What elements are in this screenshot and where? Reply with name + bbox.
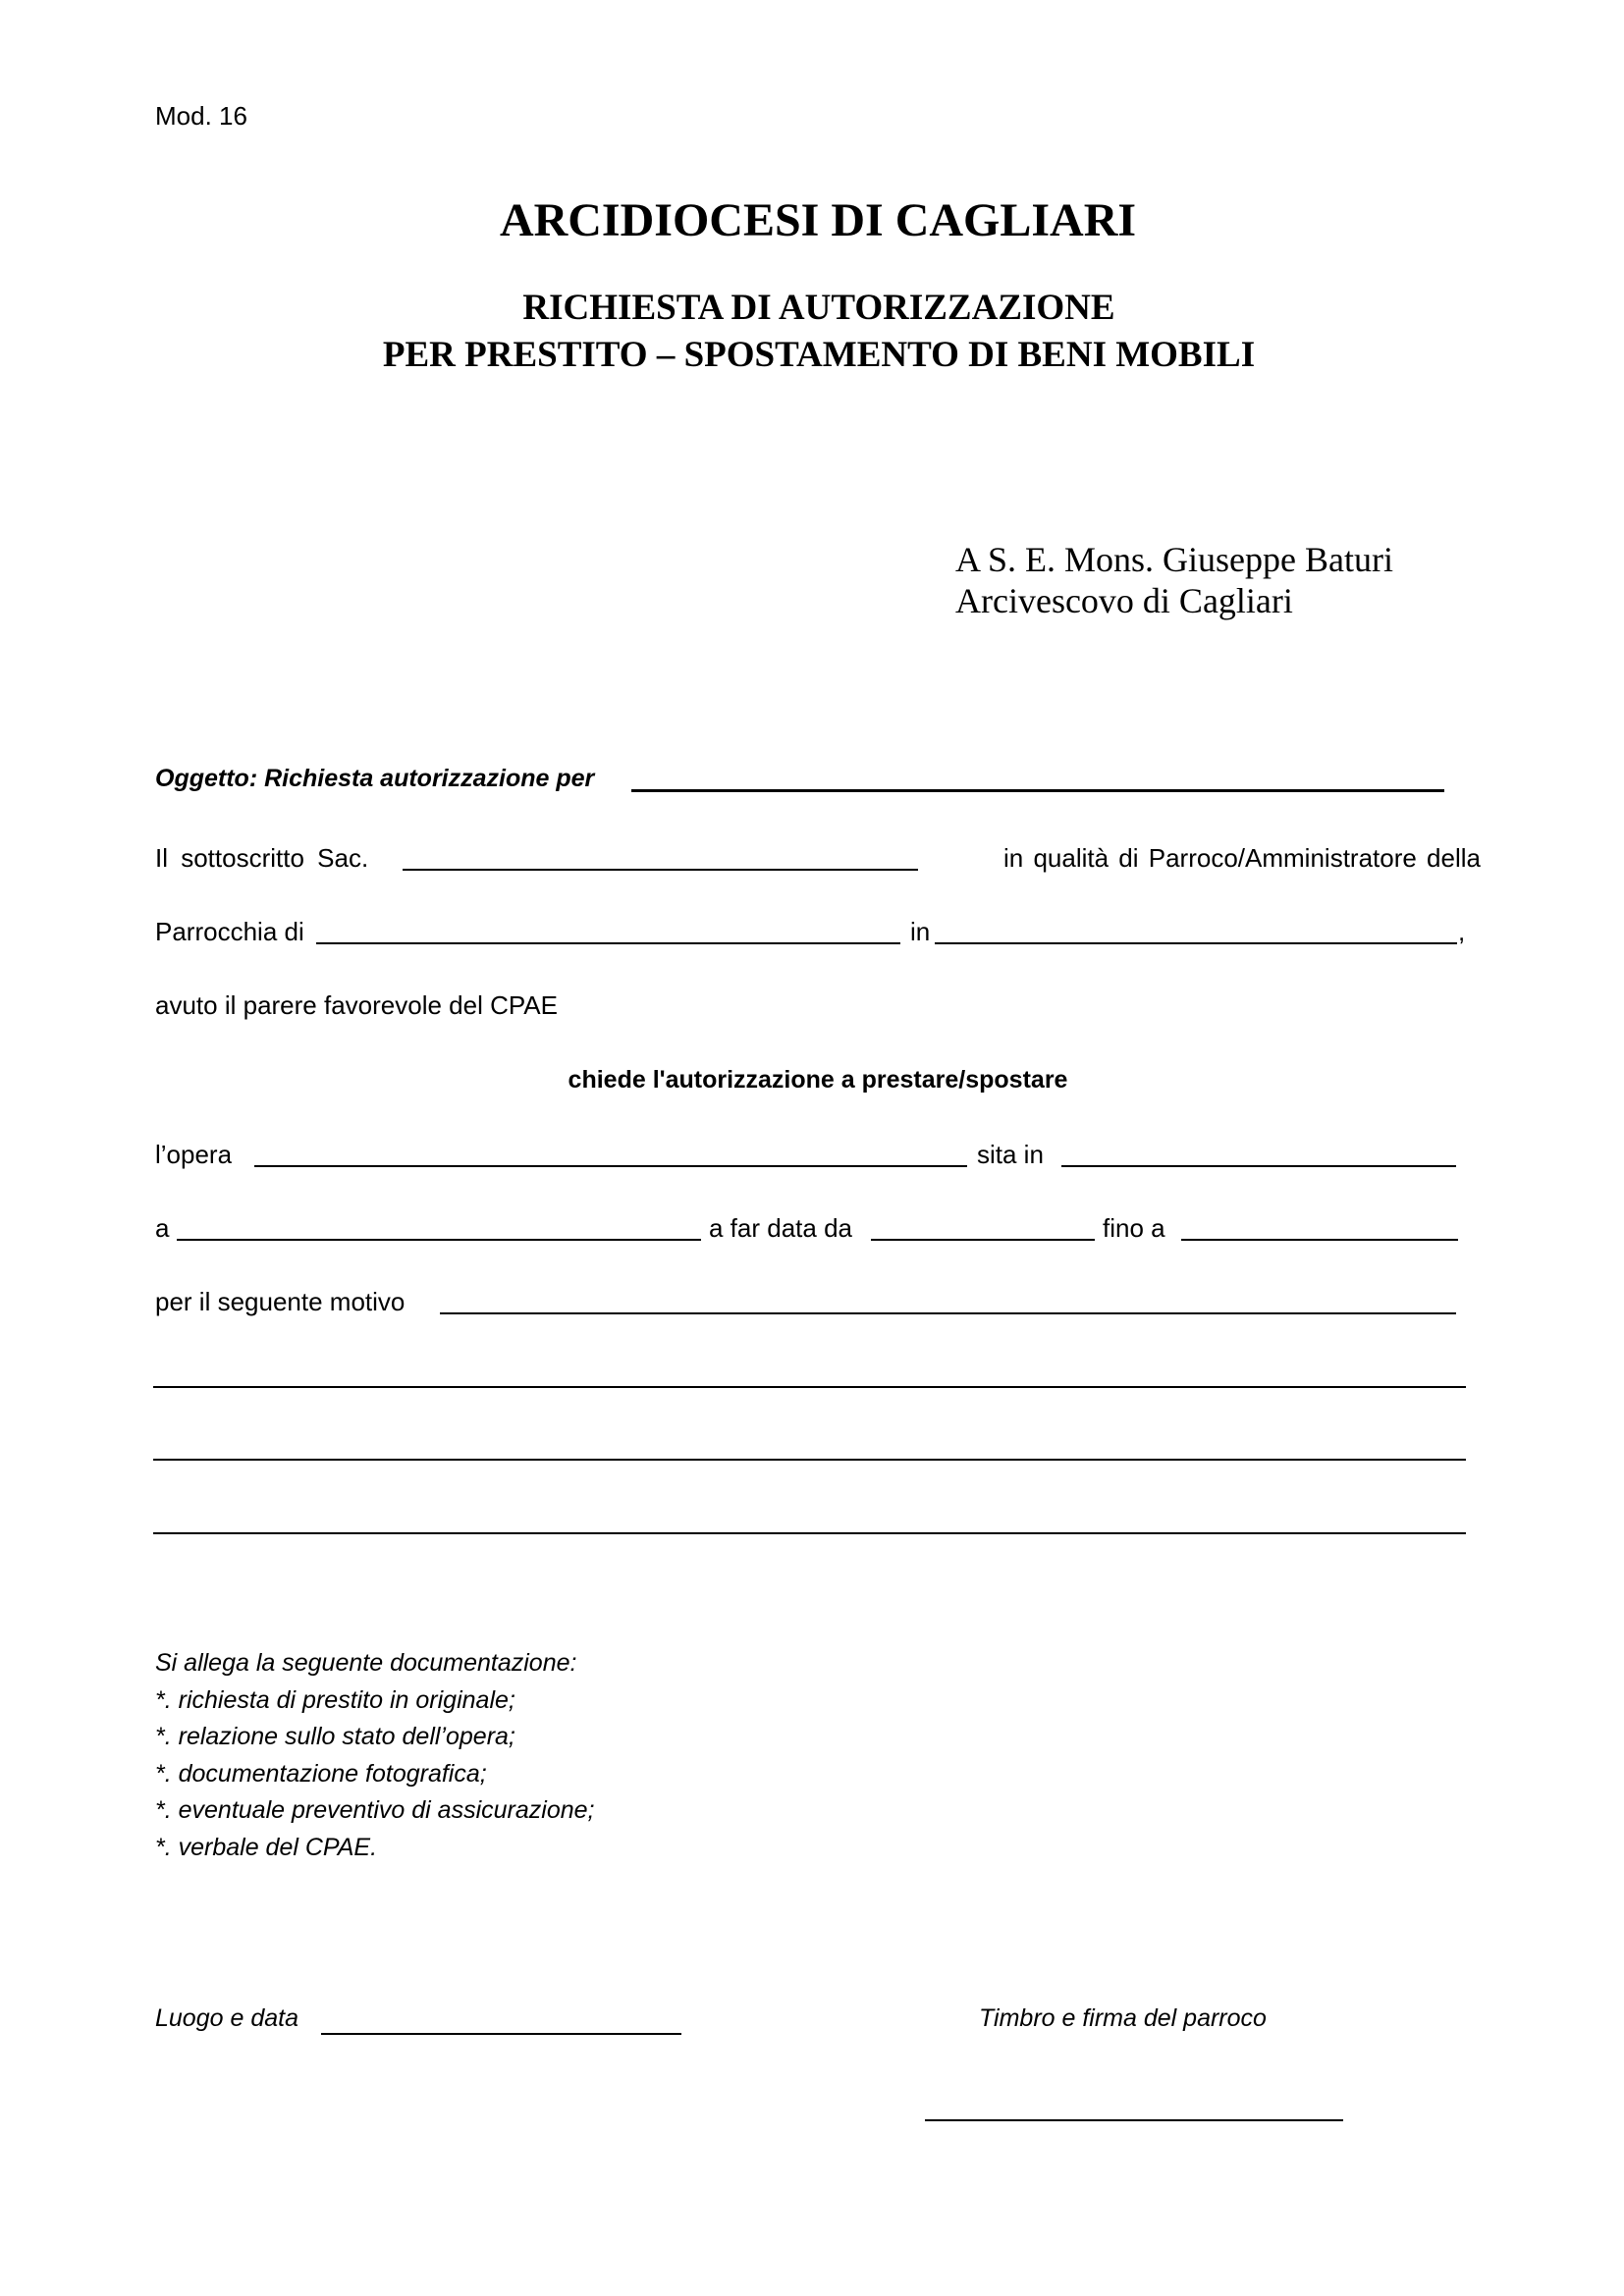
attachments-intro: Si allega la seguente documentazione: [155, 1649, 577, 1677]
reason-extra-line-2[interactable] [153, 1439, 1466, 1461]
reason-label: per il seguente motivo [155, 1287, 406, 1316]
parish-label: Parrocchia di [155, 917, 304, 946]
role-text: in qualità di Parroco/Amministratore della [1003, 843, 1481, 873]
from-date-field[interactable] [871, 1219, 1095, 1241]
organization-title: ARCIDIOCESI DI CAGLIARI [499, 194, 1137, 246]
recipient-line1: A S. E. Mons. Giuseppe Baturi [955, 540, 1393, 579]
recipient-line2: Arcivescovo di Cagliari [955, 581, 1293, 620]
reason-field[interactable] [440, 1293, 1456, 1314]
reason-extra-line-3[interactable] [153, 1513, 1466, 1534]
parish-comma: , [1458, 917, 1466, 946]
subject-field[interactable] [631, 771, 1444, 792]
attachment-item: *. richiesta di prestito in originale; [155, 1686, 515, 1714]
work-field[interactable] [254, 1146, 967, 1167]
attachment-item: *. documentazione fotografica; [155, 1760, 487, 1788]
work-label: l’opera [155, 1140, 233, 1169]
signature-label: Timbro e firma del parroco [979, 2004, 1267, 2032]
from-date-label: a far data da [709, 1213, 852, 1243]
attachment-item: *. verbale del CPAE. [155, 1834, 378, 1861]
destination-field[interactable] [177, 1219, 701, 1241]
located-field[interactable] [1061, 1146, 1456, 1167]
form-title-line1: RICHIESTA DI AUTORIZZAZIONE [522, 288, 1115, 328]
signature-field[interactable] [925, 2100, 1343, 2121]
form-title-line2: PER PRESTITO – SPOSTAMENTO DI BENI MOBILI [382, 335, 1256, 375]
priest-name-field[interactable] [403, 849, 918, 871]
reason-extra-line-1[interactable] [153, 1366, 1466, 1388]
to-date-field[interactable] [1181, 1219, 1458, 1241]
request-heading: chiede l'autorizzazione a prestare/spostare [568, 1066, 1068, 1094]
located-label: sita in [977, 1140, 1044, 1169]
priest-label: Il sottoscritto Sac. [155, 843, 369, 873]
attachment-item: *. relazione sullo stato dell’opera; [155, 1723, 515, 1750]
place-date-label: Luogo e data [155, 2004, 298, 2032]
cpae-opinion-text: avuto il parere favorevole del CPAE [155, 990, 558, 1020]
parish-in-label: in [910, 917, 931, 946]
subject-label: Oggetto: Richiesta autorizzazione per [155, 765, 595, 792]
model-code: Mod. 16 [155, 101, 247, 131]
parish-name-field[interactable] [316, 923, 900, 944]
attachment-item: *. eventuale preventivo di assicurazione; [155, 1796, 595, 1824]
destination-label: a [155, 1213, 170, 1243]
parish-location-field[interactable] [935, 923, 1457, 944]
place-date-field[interactable] [321, 2013, 681, 2035]
to-date-label: fino a [1103, 1213, 1165, 1243]
